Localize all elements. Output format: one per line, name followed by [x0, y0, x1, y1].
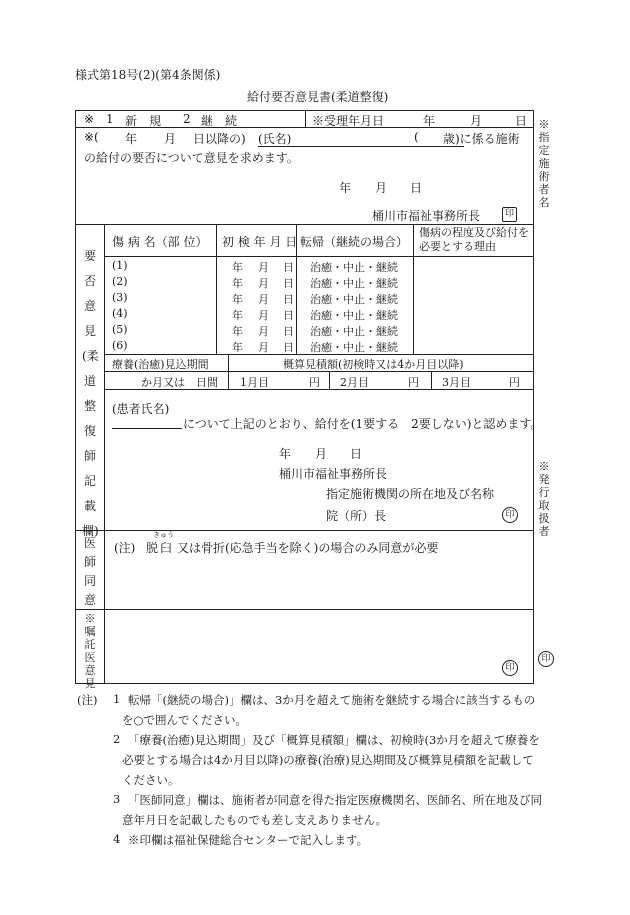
doctor-note-a: 脱: [146, 541, 159, 555]
designated-practitioner-label: ※指定施術者名: [538, 118, 550, 209]
note-line: ※印欄は福祉保健総合センターで記入します。: [128, 833, 369, 847]
office-name: 桶川市福祉事務所長: [372, 209, 481, 223]
director-label: 院（所）長: [326, 509, 387, 523]
yen-3: 円: [509, 376, 520, 389]
ruby-text: きゅう: [153, 531, 174, 539]
row-year: 年: [232, 261, 243, 274]
note-number: 1: [113, 692, 121, 706]
row-outcome: 治癒・中止・継続: [310, 309, 398, 322]
row-number: (5): [112, 323, 128, 336]
note-mark: ※: [84, 112, 95, 126]
option-number-2: 2: [183, 112, 191, 126]
row-number: (6): [112, 339, 128, 352]
col-injury: 傷 病 名（部 位）: [112, 235, 208, 249]
commission-doctor-label: ※嘱託医意見: [84, 612, 96, 690]
doctor-note-prefix: (注): [114, 541, 136, 555]
months-days: か月又は 日間: [141, 376, 218, 389]
row-day: 日: [283, 293, 294, 306]
received-day: 日: [515, 114, 528, 128]
approval-office: 桶川市福祉事務所長: [279, 467, 388, 481]
row-number: (4): [112, 307, 128, 320]
name-underline: [258, 146, 464, 147]
director-seal: 印: [502, 507, 518, 523]
row-day: 日: [283, 261, 294, 274]
yen-1: 円: [309, 376, 320, 389]
note-line: ください。: [122, 773, 180, 787]
yen-2: 円: [408, 376, 419, 389]
note-line: 意年月日を記載したものでも差し支えありません。: [122, 813, 388, 827]
form-title: 給付要否意見書(柔道整復): [247, 90, 389, 104]
doctor-consent-label: 医師同意: [83, 536, 96, 607]
estimate-label: 概算見積額(初検時又は4か月目以降): [283, 358, 464, 371]
age-open: (: [414, 130, 419, 144]
row-year: 年: [232, 325, 243, 338]
option-new: 新 規: [125, 114, 162, 128]
row-year: 年: [232, 341, 243, 354]
month-1: 1月目: [240, 376, 269, 389]
commission-seal: 印: [502, 660, 518, 676]
received-date-label: ※受理年月日: [312, 114, 385, 128]
request-month: 月: [164, 132, 177, 146]
doctor-note-c: 又は骨折(応急手当を除く)の場合のみ同意が必要: [177, 541, 439, 555]
note-line: 転帰「(継続の場合)」欄は、3か月を超えて施術を継続する場合に該当するもの: [128, 693, 536, 707]
row-number: (2): [112, 275, 128, 288]
note-number: 4: [113, 832, 121, 846]
row-day: 日: [283, 309, 294, 322]
request-day-after: 日以降の): [193, 132, 246, 146]
col-outcome: 転帰（継続の場合）: [300, 235, 409, 249]
option-number-1: 1: [106, 112, 114, 126]
note-line: 必要とする場合は4か月目以降)の療養(治療)見込期間及び概算見積額を記載して: [122, 753, 534, 767]
approval-day: 日: [350, 447, 363, 461]
row-day: 日: [283, 325, 294, 338]
row-month: 月: [258, 293, 269, 306]
received-month: 月: [470, 114, 483, 128]
request-date-month: 月: [375, 181, 388, 195]
notes-label: (注): [77, 693, 98, 707]
office-seal: 印: [502, 207, 517, 222]
age-label: 歳)に係る施術: [443, 132, 520, 146]
row-month: 月: [258, 325, 269, 338]
row-month: 月: [258, 341, 269, 354]
row-month: 月: [258, 277, 269, 290]
doctor-note-b: 臼: [160, 541, 173, 555]
period-label: 療養(治癒)見込期間: [112, 358, 209, 371]
note-line: 「医師同意」欄は、施術者が同意を得た指定医療機関名、医師名、所在地及び同: [128, 793, 542, 807]
approval-year: 年: [279, 447, 292, 461]
issuer-seal: 印: [538, 651, 554, 667]
request-text: の給付の要否について意見を求めます。: [84, 151, 299, 165]
patient-name-label: (氏名): [258, 132, 292, 146]
row-number: (1): [112, 259, 128, 272]
row-outcome: 治癒・中止・継続: [310, 325, 398, 338]
approval-statement: について上記のとおり、給付を(1要する 2要しない)と認めます。: [183, 417, 543, 431]
request-open: ※(: [84, 130, 99, 144]
row-day: 日: [283, 277, 294, 290]
note-number: 3: [113, 792, 121, 806]
row-year: 年: [232, 293, 243, 306]
request-date-day: 日: [410, 181, 423, 195]
note-number: 2: [113, 732, 121, 746]
row-month: 月: [258, 309, 269, 322]
row-number: (3): [112, 291, 128, 304]
row-year: 年: [232, 277, 243, 290]
request-date-year: 年: [339, 181, 352, 195]
patient-name-label-2: (患者氏名): [112, 402, 170, 416]
issuer-label: ※発行取扱者: [538, 460, 550, 538]
received-year: 年: [423, 114, 436, 128]
row-month: 月: [258, 261, 269, 274]
approval-month: 月: [315, 447, 328, 461]
col-first-exam: 初 検 年 月 日: [222, 235, 298, 249]
row-outcome: 治癒・中止・継続: [310, 261, 398, 274]
note-line: 「療養(治癒)見込期間」及び「概算見積額」欄は、初検時(3か月を超えて療養を: [128, 733, 540, 747]
row-outcome: 治癒・中止・継続: [310, 293, 398, 306]
form-number: 様式第18号(2)(第4条関係): [75, 68, 221, 82]
month-2: 2月目: [340, 376, 369, 389]
patient-underline: [112, 428, 182, 429]
note-line: を○で囲んでください。: [122, 713, 248, 727]
col-reason: 傷病の程度及び給付を必要とする理由: [419, 226, 529, 253]
row-outcome: 治癒・中止・継続: [310, 341, 398, 354]
row-year: 年: [232, 309, 243, 322]
option-continue: 継 続: [201, 114, 238, 128]
row-outcome: 治癒・中止・継続: [310, 277, 398, 290]
row-day: 日: [283, 341, 294, 354]
facility-label: 指定施術機関の所在地及び名称: [326, 487, 495, 501]
month-3: 3月目: [442, 376, 471, 389]
opinion-section-label: 要否意見(柔道整復師記載欄): [82, 249, 99, 538]
request-year: 年: [125, 132, 138, 146]
